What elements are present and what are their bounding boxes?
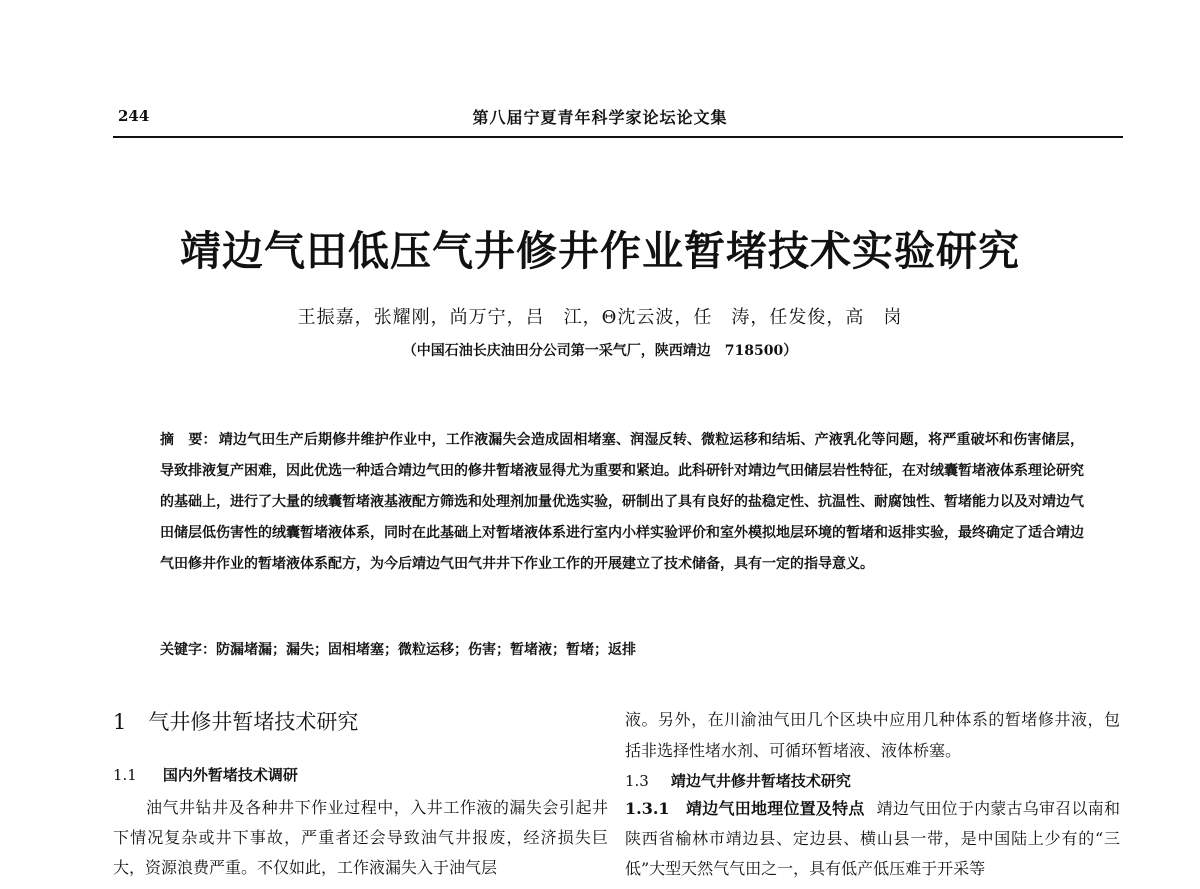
subsubsection-label: 1.3.1 靖边气田地理位置及特点: [625, 799, 865, 818]
subsection-title: 靖边气井修井暂堵技术研究: [670, 772, 851, 790]
body-paragraph: 液。另外，在川渝油气田几个区块中应用几种体系的暂堵修井液，包括非选择性堵水剂、可循环暂堵液、液体桥塞。: [625, 710, 1120, 760]
subsection-number: 1.3: [625, 772, 649, 790]
subsection-title: 国内外暂堵技术调研: [162, 766, 298, 784]
keywords-label: 关键字：: [160, 642, 216, 658]
header-rule: [113, 136, 1123, 138]
authors: 王振嘉，张耀刚，尚万宁，吕 江，Θ沈云波，任 涛，任发俊，高 岗: [297, 307, 903, 328]
subsection-number: 1.1: [113, 766, 137, 784]
section-title: 气井修井暂堵技术研究: [148, 710, 359, 734]
paper-title: 靖边气田低压气井修井作业暂堵技术实验研究: [180, 227, 1020, 275]
subsection-heading: [113, 764, 298, 785]
paragraph-text: 靖边气田位于内蒙古乌审召以南和陕西省榆林市靖边县、定边县、横山县一带，是中国陆上少有的“三低”大型天然气气田之一，具有低产低压难于开采等: [625, 799, 1120, 878]
body-paragraph: [625, 794, 1120, 884]
affiliation: （中国石油长庆油田分公司第一采气厂，陕西靖边 718500）: [402, 343, 798, 359]
keywords: [160, 639, 1084, 659]
section-number: 1: [113, 710, 127, 734]
keywords-text: 防漏堵漏；漏失；固相堵塞；微粒运移；伤害；暂堵液；暂堵；返排: [216, 642, 636, 658]
body-paragraph: 油气井钻井及各种井下作业过程中，入井工作液的漏失会引起井下情况复杂或井下事故，严重者还会导致油气井报废，经济损失巨大，资源浪费严重。不仅如此，工作液漏失入于油气层: [113, 798, 608, 877]
abstract: [160, 425, 1084, 580]
running-header: 第八届宁夏青年科学家论坛论文集: [472, 108, 728, 127]
page-number: 244: [118, 107, 150, 125]
subsection-heading: [625, 770, 851, 791]
abstract-label: 摘 要：: [160, 432, 217, 448]
section-heading: [113, 706, 358, 736]
abstract-text: 靖边气田生产后期修井维护作业中，工作液漏失会造成固相堵塞、润湿反转、微粒运移和结垢、产液乳化等问题，将严重破坏和伤害储层，导致排液复产困难，因此优选一种适合靖边气田的修井暂堵液显得尤为重要和紧迫。此科研针对靖边气田储层岩性特征，在对绒囊暂堵液体系理论研究的基础上，进行了大量的绒囊暂堵液基液配方筛选和处理剂加量优选实验，研制出了具有良好的盐稳定性、抗温性、耐腐蚀性、暂堵能力以及对靖边气田储层低伤害性的绒囊暂堵液体系，同时在此基础上对暂堵液体系进行室内小样实验评价和室外模拟地层环境的暂堵和返排实验，最终确定了适合靖边气田修井作业的暂堵液体系配方，为今后靖边气田气井井下作业工作的开展建立了技术储备，具有一定的指导意义。: [160, 432, 1084, 572]
